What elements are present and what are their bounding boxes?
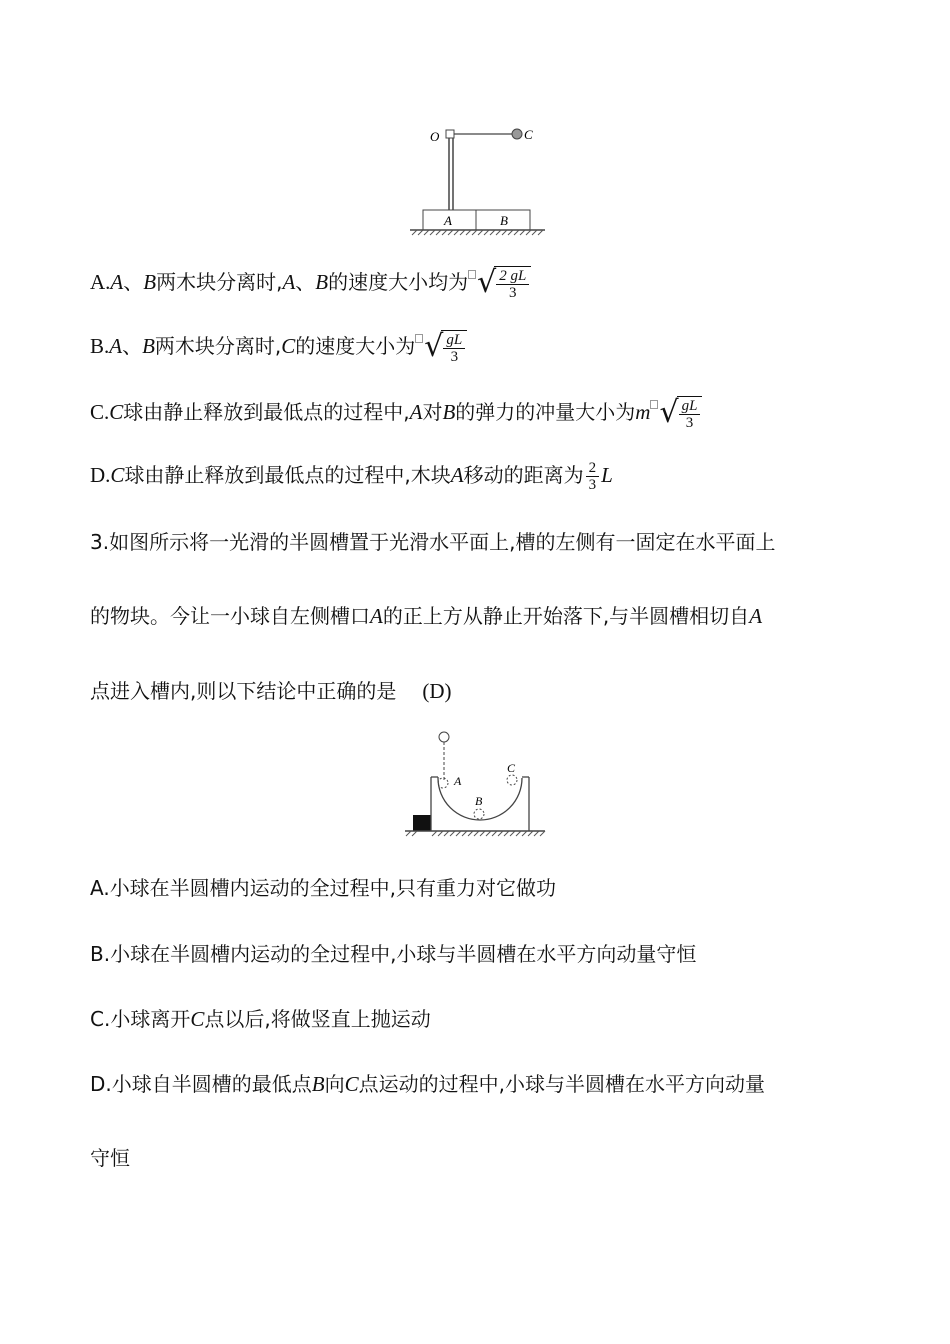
label-B: B — [500, 213, 508, 228]
label-A: A — [444, 213, 452, 228]
option-2c: C.C球由静止释放到最低点的过程中,A对B的弹力的冲量大小为m √ $\frac{gL}{3}$ — [90, 396, 702, 431]
option-2d: D.C球由静止释放到最低点的过程中,木块A移动的距离为 $\frac{2}{3}$ L — [90, 460, 613, 493]
label-C: C — [507, 761, 516, 775]
option-2b: B.A、B两木块分离时,C的速度大小为 √ $\frac{gL}{3}$ — [90, 330, 467, 365]
label-A: A — [454, 774, 462, 788]
sqrt-expression: √ $\frac{2 gL}{3}$ — [468, 266, 531, 301]
question-3-line-3: 点进入槽内,则以下结论中正确的是 (D) — [90, 679, 452, 703]
label-O: O — [430, 129, 440, 144]
option-3d: D.小球自半圆槽的最低点B向C点运动的过程中,小球与半圆槽在水平方向动量 — [90, 1072, 765, 1096]
figure-pendulum-blocks — [400, 118, 550, 243]
option-3b: B.小球在半圆槽内运动的全过程中,小球与半圆槽在水平方向动量守恒 — [90, 942, 697, 966]
figure-semicircle-trough — [400, 728, 550, 840]
sqrt-expression: √ $\frac{gL}{3}$ — [415, 330, 467, 365]
sqrt-expression: √ $\frac{gL}{3}$ — [650, 396, 702, 431]
question-3-line-1: 3.如图所示将一光滑的半圆槽置于光滑水平面上,槽的左侧有一固定在水平面上 — [90, 530, 776, 554]
option-3a: A.小球在半圆槽内运动的全过程中,只有重力对它做功 — [90, 876, 557, 900]
option-2a: A.A、B两木块分离时,A、B的速度大小均为 √ $\frac{2 gL}{3}$ — [90, 266, 531, 301]
fraction: $\frac{2}{3}$ — [586, 460, 600, 493]
label-B: B — [475, 794, 483, 808]
question-3-line-2: 的物块。今让一小球自左侧槽口A的正上方从静止开始落下,与半圆槽相切自A — [90, 604, 763, 628]
answer: (D) — [422, 679, 452, 703]
option-3d-continued: 守恒 — [90, 1146, 130, 1170]
label-C: C — [524, 127, 533, 142]
option-3c: C.小球离开C点以后,将做竖直上抛运动 — [90, 1007, 431, 1031]
